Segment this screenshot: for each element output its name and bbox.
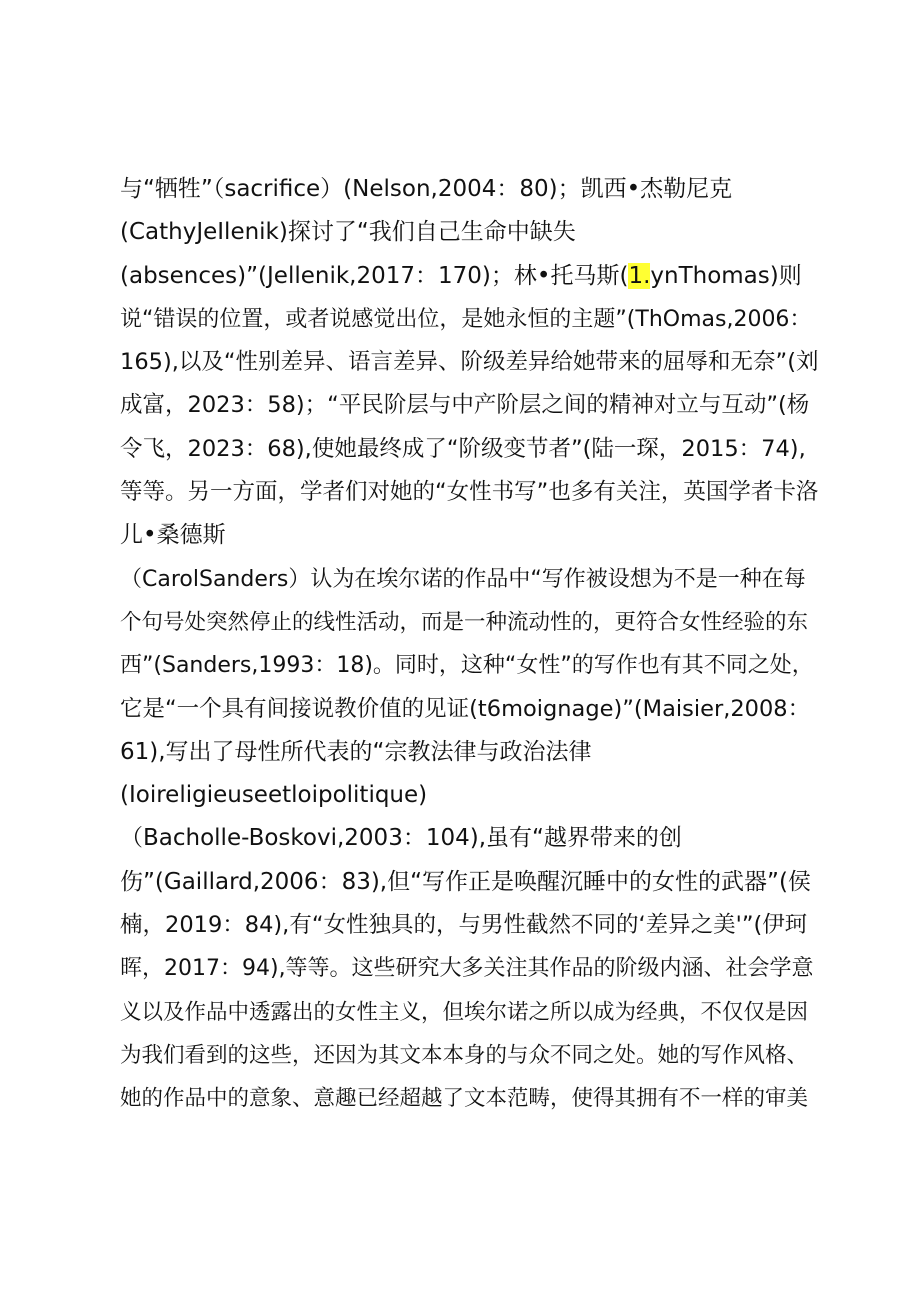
text-line-19: 晖，2017：94),等等。这些研究大多关注其作品的阶级内涵、社会学意 <box>120 956 814 982</box>
text-line-3-start: (absences)”(Jellenik,2017：170)；林•托马斯( <box>120 262 629 289</box>
text-line-15: (Ioireligieuseetloipolitique) <box>120 782 428 809</box>
text-line-2: (CathyJeIlenik)探讨了“我们自己生命中缺失 <box>120 219 576 246</box>
text-line-12: 西”(Sanders,1993：18)。同时，这种“女性”的写作也有其不同之处， <box>120 653 814 679</box>
text-line-11: 个句号处突然停止的线性活动，而是一种流动性的，更符合女性经验的东 <box>120 609 809 635</box>
text-line-8: 等等。另一方面，学者们对她的“女性书写”也多有关注，英国学者卡洛 <box>120 479 819 506</box>
highlighted-text: 1. <box>628 262 651 289</box>
text-line-20: 义以及作品中透露出的女性主义，但埃尔诺之所以成为经典，不仅仅是因 <box>120 999 809 1025</box>
text-line-17: 伤”(Gaillard,2006：83),但“写作正是唤醒沉睡中的女性的武器”(侯 <box>120 868 811 895</box>
text-line-3 <box>120 255 820 298</box>
text-line-5: 165),以及“性别差异、语言差异、阶级差异给她带来的屈辱和无奈”(刘 <box>120 349 819 376</box>
text-line-22: 她的作品中的意象、意趣已经超越了文本范畴，使得其拥有不一样的审美 <box>120 1086 809 1112</box>
text-line-10: （CarolSanders）认为在埃尔诺的作品中“写作被设想为不是一种在每 <box>120 566 806 592</box>
text-line-13: 它是“一个具有间接说教价值的见证(t6moignage)”(Maisier,2008： <box>120 695 811 722</box>
text-line-4: 说“错误的位置，或者说感觉出位，是她永恒的主题”(ThOmas,2006： <box>120 306 812 332</box>
text-line-16: （Bacholle-Boskovi,2003：104),虽有“越界带来的创 <box>120 825 682 852</box>
text-line-7: 令飞，2023：68),使她最终成了“阶级变节者”(陆一琛，2015：74), <box>120 435 806 462</box>
text-line-21: 为我们看到的这些，还因为其文本本身的与众不同之处。她的写作风格、 <box>120 1042 809 1068</box>
text-line-6: 成富，2023：58)；“平民阶层与中产阶层之间的精神对立与互动”(杨 <box>120 392 810 419</box>
text-line-1: 与“牺牲”（sacrifice）(Nelson,2004：80)；凯西•杰勒尼克 <box>120 176 733 202</box>
text-line-9: 儿•桑德斯 <box>120 522 226 549</box>
text-line-14: 61),写出了母性所代表的“宗教法律与政治法律 <box>120 738 592 765</box>
text-line-18: 楠，2019：84),有“女性独具的，与男性截然不同的‘差异之美'”(伊珂 <box>120 912 808 939</box>
text-line-3-end: ynThomas)则 <box>650 262 802 289</box>
body-text <box>120 168 820 1121</box>
